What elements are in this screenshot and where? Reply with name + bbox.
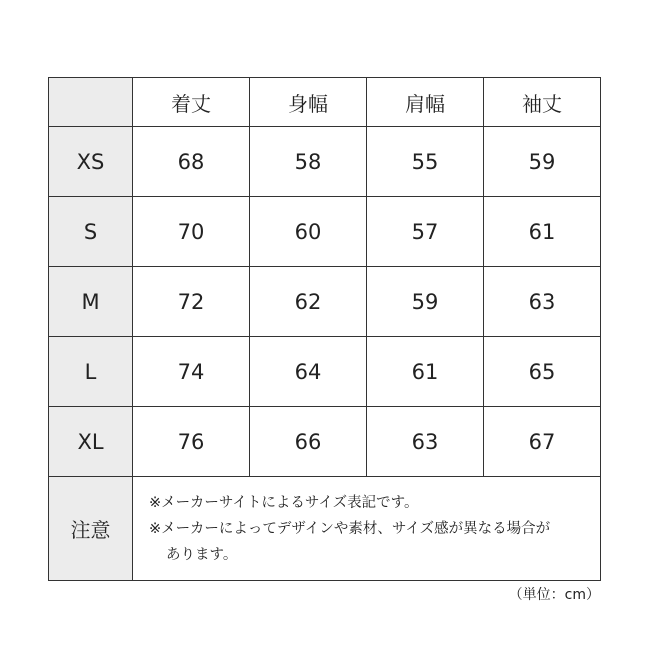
value-cell: 60	[250, 197, 367, 267]
table-row	[49, 267, 601, 337]
size-label: M	[49, 267, 133, 337]
table-row	[49, 127, 601, 197]
header-sleeve-length: 袖丈	[484, 78, 601, 127]
value-cell: 63	[367, 407, 484, 477]
size-label: XS	[49, 127, 133, 197]
size-label: S	[49, 197, 133, 267]
value-cell: 72	[133, 267, 250, 337]
table-row	[49, 407, 601, 477]
value-cell: 68	[133, 127, 250, 197]
value-cell: 70	[133, 197, 250, 267]
value-cell: 59	[484, 127, 601, 197]
value-cell: 58	[250, 127, 367, 197]
header-shoulder-width: 肩幅	[367, 78, 484, 127]
value-cell: 61	[484, 197, 601, 267]
value-cell: 65	[484, 337, 601, 407]
note-line: ※メーカーサイトによるサイズ表記です。	[149, 494, 419, 511]
size-label: L	[49, 337, 133, 407]
note-text	[133, 477, 601, 581]
note-line: あります。	[166, 546, 238, 563]
header-length: 着丈	[133, 78, 250, 127]
value-cell: 67	[484, 407, 601, 477]
unit-label: （単位：cm）	[508, 587, 600, 603]
note-label: 注意	[49, 477, 133, 581]
value-cell: 55	[367, 127, 484, 197]
note-line: ※メーカーによってデザインや素材、サイズ感が異なる場合が	[149, 520, 551, 537]
value-cell: 63	[484, 267, 601, 337]
table-row	[49, 197, 601, 267]
value-cell: 76	[133, 407, 250, 477]
table-row	[49, 337, 601, 407]
value-cell: 66	[250, 407, 367, 477]
value-cell: 64	[250, 337, 367, 407]
value-cell: 62	[250, 267, 367, 337]
header-chest-width: 身幅	[250, 78, 367, 127]
value-cell: 57	[367, 197, 484, 267]
size-chart-table	[48, 77, 601, 581]
note-row	[49, 477, 601, 581]
value-cell: 59	[367, 267, 484, 337]
size-label: XL	[49, 407, 133, 477]
header-corner	[49, 78, 133, 127]
value-cell: 61	[367, 337, 484, 407]
header-row	[49, 78, 601, 127]
value-cell: 74	[133, 337, 250, 407]
